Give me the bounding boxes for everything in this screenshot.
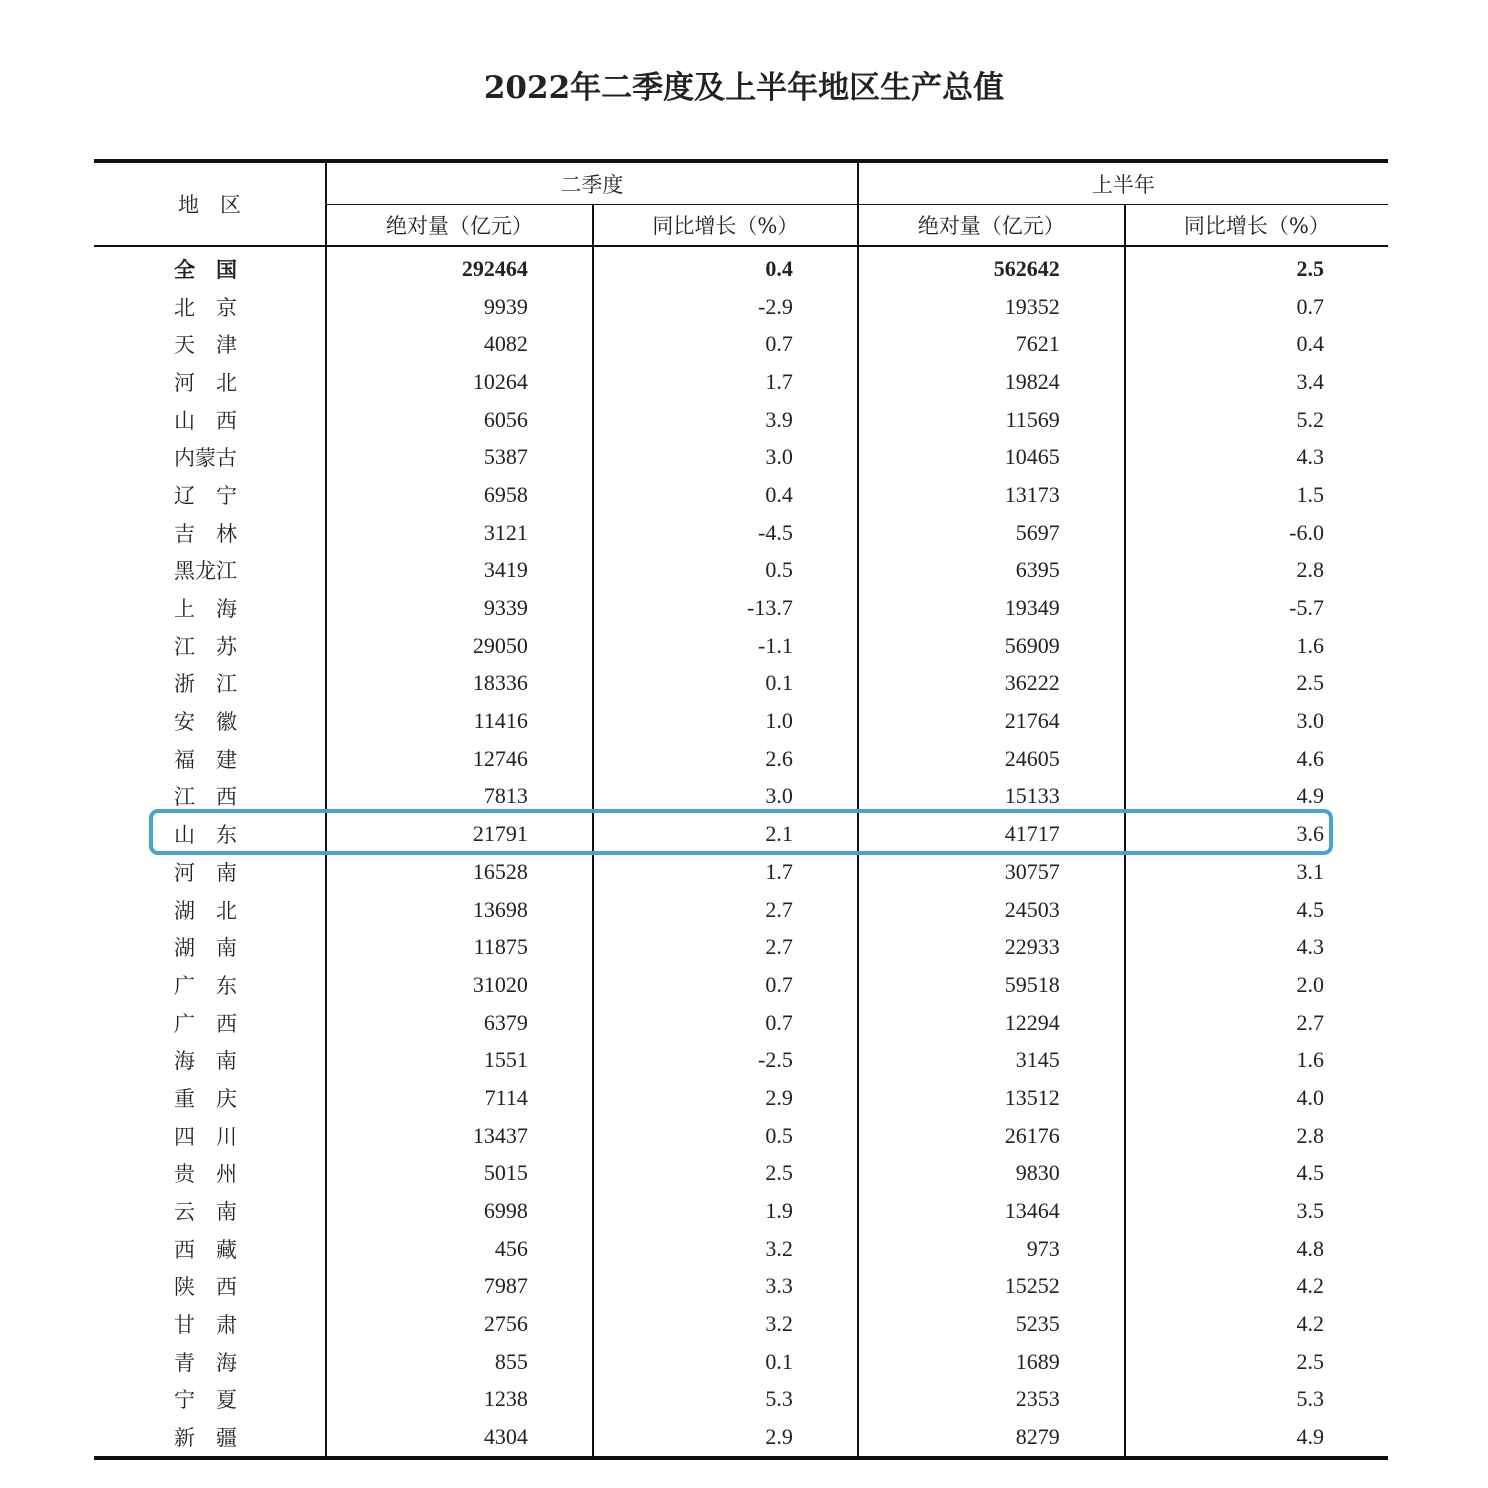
region-cell: 甘 肃 <box>174 1313 237 1338</box>
q2-abs-cell: 6998 <box>326 1192 593 1230</box>
h1-growth-cell: 4.6 <box>1125 740 1388 778</box>
region-cell: 贵 州 <box>174 1162 237 1187</box>
table-row <box>94 665 1388 703</box>
q2-growth-cell: 0.1 <box>593 1343 858 1381</box>
table-row <box>94 1343 1388 1381</box>
q2-growth-cell: 0.4 <box>593 476 858 514</box>
q2-abs-cell: 3121 <box>326 514 593 552</box>
region-cell: 安 徽 <box>174 710 237 735</box>
q2-abs-cell: 18336 <box>326 665 593 703</box>
h1-abs-cell: 24605 <box>858 740 1125 778</box>
h1-growth-cell: 5.2 <box>1125 401 1388 439</box>
h1-growth-cell: 3.1 <box>1125 853 1388 891</box>
q2-abs-cell: 10264 <box>326 363 593 401</box>
h1-growth-cell: 4.9 <box>1125 1418 1388 1458</box>
q2-abs-cell: 7813 <box>326 778 593 816</box>
h1-abs-cell: 26176 <box>858 1117 1125 1155</box>
header-group-h1: 上半年 <box>858 161 1388 205</box>
table-row <box>94 514 1388 552</box>
region-cell: 西 藏 <box>174 1237 237 1262</box>
h1-abs-cell: 2353 <box>858 1381 1125 1419</box>
h1-growth-cell: 2.5 <box>1125 246 1388 288</box>
q2-abs-cell: 29050 <box>326 627 593 665</box>
q2-growth-cell: 0.5 <box>593 1117 858 1155</box>
h1-abs-cell: 24503 <box>858 891 1125 929</box>
header-q2-growth: 同比增长（%） <box>593 205 858 247</box>
region-cell: 山 西 <box>174 408 237 433</box>
h1-growth-cell: 0.7 <box>1125 288 1388 326</box>
table-row <box>94 627 1388 665</box>
h1-growth-cell: 3.4 <box>1125 363 1388 401</box>
h1-growth-cell: -6.0 <box>1125 514 1388 552</box>
q2-growth-cell: 2.1 <box>593 815 858 853</box>
q2-growth-cell: 3.9 <box>593 401 858 439</box>
table-row <box>94 1381 1388 1419</box>
q2-growth-cell: 3.0 <box>593 778 858 816</box>
q2-growth-cell: 0.7 <box>593 325 858 363</box>
h1-abs-cell: 973 <box>858 1230 1125 1268</box>
region-cell: 江 苏 <box>174 634 237 659</box>
table-row <box>94 891 1388 929</box>
q2-growth-cell: 2.5 <box>593 1155 858 1193</box>
table-row <box>94 1155 1388 1193</box>
q2-growth-cell: -2.9 <box>593 288 858 326</box>
h1-abs-cell: 15252 <box>858 1268 1125 1306</box>
h1-abs-cell: 22933 <box>858 928 1125 966</box>
region-cell: 黑龙江 <box>174 559 237 584</box>
q2-growth-cell: 2.7 <box>593 928 858 966</box>
table-row <box>94 589 1388 627</box>
q2-abs-cell: 3419 <box>326 552 593 590</box>
q2-growth-cell: 1.0 <box>593 702 858 740</box>
h1-growth-cell: 4.9 <box>1125 778 1388 816</box>
table-row <box>94 740 1388 778</box>
table-row <box>94 966 1388 1004</box>
table-row <box>94 702 1388 740</box>
q2-abs-cell: 6958 <box>326 476 593 514</box>
h1-abs-cell: 13512 <box>858 1079 1125 1117</box>
h1-abs-cell: 30757 <box>858 853 1125 891</box>
region-cell: 广 东 <box>174 973 237 998</box>
h1-growth-cell: 2.0 <box>1125 966 1388 1004</box>
h1-abs-cell: 11569 <box>858 401 1125 439</box>
q2-abs-cell: 292464 <box>326 246 593 288</box>
q2-abs-cell: 1551 <box>326 1041 593 1079</box>
q2-growth-cell: 2.9 <box>593 1418 858 1458</box>
q2-abs-cell: 4082 <box>326 325 593 363</box>
q2-growth-cell: 0.7 <box>593 1004 858 1042</box>
h1-abs-cell: 56909 <box>858 627 1125 665</box>
h1-growth-cell: 1.6 <box>1125 627 1388 665</box>
h1-abs-cell: 13173 <box>858 476 1125 514</box>
region-cell: 宁 夏 <box>174 1388 237 1413</box>
h1-growth-cell: -5.7 <box>1125 589 1388 627</box>
h1-growth-cell: 4.3 <box>1125 438 1388 476</box>
table-row <box>94 1305 1388 1343</box>
h1-growth-cell: 4.8 <box>1125 1230 1388 1268</box>
q2-abs-cell: 456 <box>326 1230 593 1268</box>
h1-abs-cell: 21764 <box>858 702 1125 740</box>
region-cell: 湖 北 <box>174 898 237 923</box>
q2-growth-cell: 0.1 <box>593 665 858 703</box>
region-cell: 全 国 <box>174 256 237 282</box>
region-cell: 河 北 <box>174 370 237 395</box>
h1-abs-cell: 5697 <box>858 514 1125 552</box>
table-row <box>94 1268 1388 1306</box>
q2-growth-cell: 0.7 <box>593 966 858 1004</box>
q2-growth-cell: 1.7 <box>593 363 858 401</box>
region-cell: 江 西 <box>174 785 237 810</box>
table-row <box>94 401 1388 439</box>
q2-growth-cell: 5.3 <box>593 1381 858 1419</box>
q2-abs-cell: 855 <box>326 1343 593 1381</box>
q2-growth-cell: 3.0 <box>593 438 858 476</box>
h1-abs-cell: 36222 <box>858 665 1125 703</box>
header-q2-abs: 绝对量（亿元） <box>326 205 593 247</box>
h1-growth-cell: 3.0 <box>1125 702 1388 740</box>
q2-abs-cell: 16528 <box>326 853 593 891</box>
table-row <box>94 246 1388 288</box>
region-cell: 海 南 <box>174 1049 237 1074</box>
table-row <box>94 1004 1388 1042</box>
h1-growth-cell: 3.6 <box>1125 815 1388 853</box>
q2-abs-cell: 7987 <box>326 1268 593 1306</box>
h1-growth-cell: 3.5 <box>1125 1192 1388 1230</box>
region-cell: 陕 西 <box>174 1275 237 1300</box>
h1-abs-cell: 8279 <box>858 1418 1125 1458</box>
table-row <box>94 476 1388 514</box>
table-row <box>94 1041 1388 1079</box>
region-cell: 河 南 <box>174 860 237 885</box>
q2-growth-cell: 1.9 <box>593 1192 858 1230</box>
q2-abs-cell: 7114 <box>326 1079 593 1117</box>
region-cell: 福 建 <box>174 747 237 772</box>
h1-growth-cell: 1.6 <box>1125 1041 1388 1079</box>
q2-abs-cell: 11416 <box>326 702 593 740</box>
q2-growth-cell: 3.3 <box>593 1268 858 1306</box>
q2-abs-cell: 21791 <box>326 815 593 853</box>
region-cell: 北 京 <box>174 295 237 320</box>
h1-growth-cell: 4.5 <box>1125 891 1388 929</box>
h1-abs-cell: 1689 <box>858 1343 1125 1381</box>
h1-growth-cell: 4.0 <box>1125 1079 1388 1117</box>
q2-abs-cell: 11875 <box>326 928 593 966</box>
region-cell: 吉 林 <box>174 521 237 546</box>
h1-abs-cell: 10465 <box>858 438 1125 476</box>
q2-growth-cell: 2.7 <box>593 891 858 929</box>
region-cell: 辽 宁 <box>174 483 237 508</box>
table-row <box>94 552 1388 590</box>
table-row <box>94 288 1388 326</box>
table-row <box>94 853 1388 891</box>
h1-growth-cell: 4.5 <box>1125 1155 1388 1193</box>
h1-growth-cell: 4.2 <box>1125 1268 1388 1306</box>
h1-abs-cell: 5235 <box>858 1305 1125 1343</box>
h1-abs-cell: 41717 <box>858 815 1125 853</box>
highlight-box-shandong <box>149 809 1333 855</box>
h1-abs-cell: 15133 <box>858 778 1125 816</box>
table-row <box>94 438 1388 476</box>
table-row <box>94 1192 1388 1230</box>
q2-growth-cell: 3.2 <box>593 1230 858 1268</box>
region-cell: 青 海 <box>174 1350 237 1375</box>
h1-growth-cell: 2.5 <box>1125 1343 1388 1381</box>
q2-growth-cell: 0.5 <box>593 552 858 590</box>
q2-growth-cell: 2.6 <box>593 740 858 778</box>
q2-abs-cell: 2756 <box>326 1305 593 1343</box>
region-cell: 天 津 <box>174 333 237 358</box>
h1-abs-cell: 9830 <box>858 1155 1125 1193</box>
h1-abs-cell: 3145 <box>858 1041 1125 1079</box>
region-cell: 内蒙古 <box>174 446 237 471</box>
header-region: 地 区 <box>94 161 326 246</box>
q2-abs-cell: 13698 <box>326 891 593 929</box>
h1-abs-cell: 19824 <box>858 363 1125 401</box>
region-cell: 上 海 <box>174 597 237 622</box>
q2-abs-cell: 13437 <box>326 1117 593 1155</box>
header-group-q2: 二季度 <box>326 161 858 205</box>
h1-growth-cell: 5.3 <box>1125 1381 1388 1419</box>
region-cell: 浙 江 <box>174 672 237 697</box>
h1-growth-cell: 0.4 <box>1125 325 1388 363</box>
h1-abs-cell: 19352 <box>858 288 1125 326</box>
h1-growth-cell: 2.8 <box>1125 1117 1388 1155</box>
q2-growth-cell: -13.7 <box>593 589 858 627</box>
q2-growth-cell: -2.5 <box>593 1041 858 1079</box>
q2-growth-cell: -1.1 <box>593 627 858 665</box>
h1-abs-cell: 19349 <box>858 589 1125 627</box>
region-cell: 四 川 <box>174 1124 237 1149</box>
q2-abs-cell: 31020 <box>326 966 593 1004</box>
table-row <box>94 1230 1388 1268</box>
h1-growth-cell: 2.5 <box>1125 665 1388 703</box>
h1-growth-cell: 4.2 <box>1125 1305 1388 1343</box>
region-cell: 重 庆 <box>174 1086 237 1111</box>
h1-abs-cell: 13464 <box>858 1192 1125 1230</box>
region-cell: 广 西 <box>174 1011 237 1036</box>
h1-growth-cell: 4.3 <box>1125 928 1388 966</box>
region-cell: 新 疆 <box>174 1426 237 1451</box>
region-cell: 山 东 <box>174 823 237 848</box>
q2-abs-cell: 5387 <box>326 438 593 476</box>
q2-growth-cell: 2.9 <box>593 1079 858 1117</box>
q2-growth-cell: 3.2 <box>593 1305 858 1343</box>
q2-abs-cell: 1238 <box>326 1381 593 1419</box>
q2-abs-cell: 9939 <box>326 288 593 326</box>
header-h1-growth: 同比增长（%） <box>1125 205 1388 247</box>
h1-growth-cell: 2.7 <box>1125 1004 1388 1042</box>
table-row <box>94 1418 1388 1458</box>
table-row <box>94 928 1388 966</box>
q2-abs-cell: 12746 <box>326 740 593 778</box>
table-row <box>94 325 1388 363</box>
table-row <box>94 1079 1388 1117</box>
header-h1-abs: 绝对量（亿元） <box>858 205 1125 247</box>
h1-abs-cell: 7621 <box>858 325 1125 363</box>
q2-growth-cell: -4.5 <box>593 514 858 552</box>
h1-abs-cell: 12294 <box>858 1004 1125 1042</box>
q2-abs-cell: 5015 <box>326 1155 593 1193</box>
q2-abs-cell: 6056 <box>326 401 593 439</box>
h1-growth-cell: 2.8 <box>1125 552 1388 590</box>
table-row <box>94 1117 1388 1155</box>
h1-abs-cell: 6395 <box>858 552 1125 590</box>
region-cell: 云 南 <box>174 1200 237 1225</box>
q2-abs-cell: 4304 <box>326 1418 593 1458</box>
h1-abs-cell: 59518 <box>858 966 1125 1004</box>
q2-growth-cell: 0.4 <box>593 246 858 288</box>
q2-growth-cell: 1.7 <box>593 853 858 891</box>
h1-growth-cell: 1.5 <box>1125 476 1388 514</box>
q2-abs-cell: 6379 <box>326 1004 593 1042</box>
h1-abs-cell: 562642 <box>858 246 1125 288</box>
page-title: 2022年二季度及上半年地区生产总值 <box>483 70 1005 106</box>
region-cell: 湖 南 <box>174 936 237 961</box>
q2-abs-cell: 9339 <box>326 589 593 627</box>
table-row <box>94 363 1388 401</box>
